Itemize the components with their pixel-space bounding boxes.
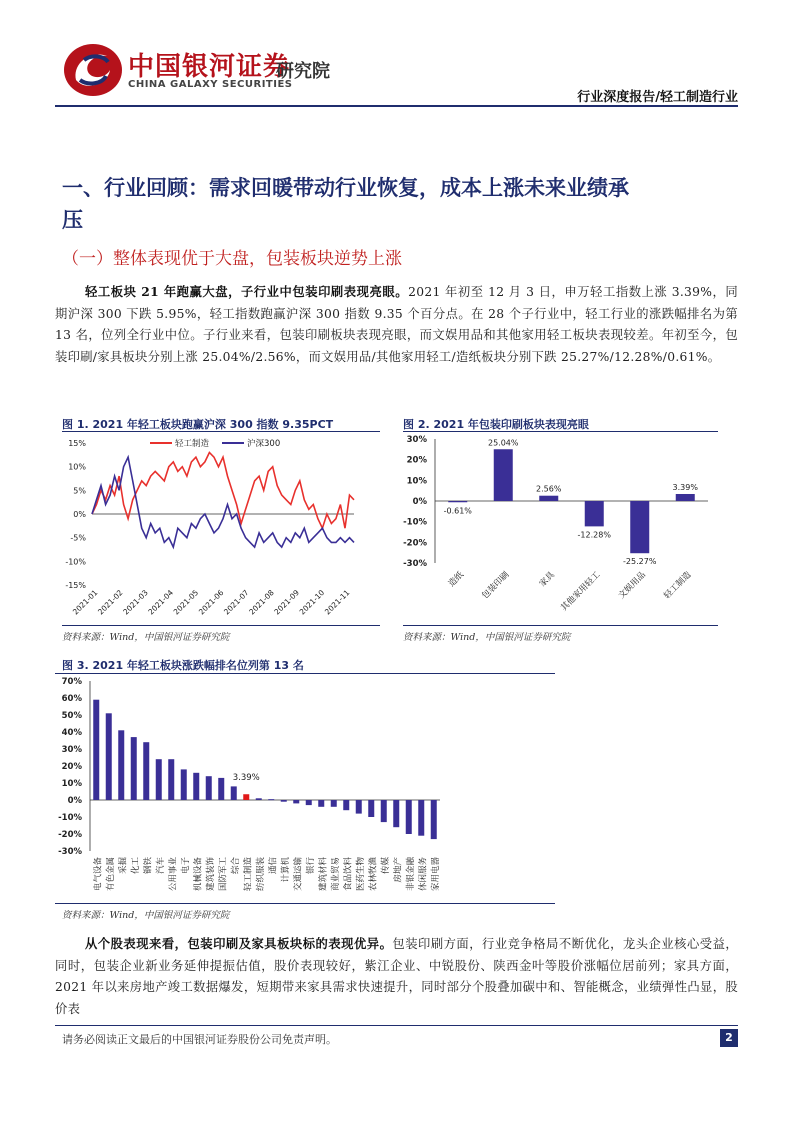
x-tick-label: 建筑装饰 — [205, 857, 216, 892]
bar — [131, 737, 137, 800]
x-tick-label: 2021-09 — [272, 588, 302, 617]
bar — [630, 501, 649, 553]
x-tick-label: 通信 — [268, 857, 279, 875]
x-tick-label: 食品饮料 — [343, 857, 354, 892]
x-tick-label: 轻工制造 — [662, 570, 694, 602]
bar — [494, 449, 513, 501]
data-label: 2.56% — [536, 484, 562, 494]
fig1-source: 资料来源：Wind，中国银河证券研究院 — [62, 632, 230, 643]
x-tick-label: 综合 — [230, 857, 241, 875]
x-tick-label: 采掘 — [118, 857, 129, 875]
data-label: 3.39% — [672, 482, 698, 492]
bar — [676, 494, 695, 501]
x-tick-label: 2021-02 — [96, 588, 125, 617]
y-tick-label: -10% — [403, 517, 427, 528]
bar — [343, 800, 349, 810]
x-tick-label: 2021-11 — [322, 588, 352, 617]
x-tick-label: 电气设备 — [93, 857, 104, 892]
y-tick-label: 20% — [406, 455, 427, 466]
bar — [431, 800, 437, 839]
x-tick-label: 公用事业 — [168, 857, 179, 892]
bar — [356, 800, 362, 814]
bar — [448, 501, 467, 502]
x-tick-label: 造纸 — [446, 570, 466, 590]
x-tick-label: 交通运输 — [293, 857, 304, 892]
x-tick-label: 2021-06 — [196, 588, 226, 617]
data-label: -25.27% — [623, 557, 657, 567]
fig3-rule — [55, 673, 555, 674]
bar — [118, 730, 124, 800]
fig1-chart — [62, 433, 380, 623]
y-tick-label: 10% — [68, 462, 86, 472]
y-tick-label: 30% — [61, 745, 82, 755]
galaxy-logo-icon — [62, 40, 124, 100]
x-tick-label: 电子 — [180, 857, 191, 875]
y-tick-label: -10% — [58, 813, 82, 823]
bar — [393, 800, 399, 827]
paragraph-2 — [55, 933, 738, 1020]
x-tick-label: 有色金属 — [105, 857, 116, 892]
bar — [318, 800, 324, 807]
header-divider — [55, 105, 738, 107]
x-tick-label: 国防军工 — [218, 857, 229, 892]
bar — [406, 800, 412, 834]
fig2-chart — [403, 433, 718, 623]
x-tick-label: 其他家用轻工 — [559, 570, 603, 614]
y-tick-label: 30% — [406, 435, 427, 445]
footer-divider — [55, 1025, 738, 1026]
bar — [106, 713, 112, 800]
x-tick-label: 钢铁 — [143, 857, 154, 875]
brand-name: 中国银河证券 — [128, 52, 291, 82]
x-tick-label: 2021-07 — [222, 588, 251, 617]
y-tick-label: 70% — [61, 677, 82, 687]
y-tick-label: -10% — [65, 557, 86, 567]
brand-subtitle: 研究院 — [276, 61, 330, 82]
legend-label: 轻工制造 — [175, 439, 210, 449]
bar — [368, 800, 374, 817]
y-tick-label: 0% — [67, 796, 82, 806]
fig2-bottom-rule — [403, 625, 718, 626]
page-number: 2 — [720, 1029, 738, 1047]
bar — [293, 800, 299, 803]
x-tick-label: 计算机 — [280, 857, 291, 883]
x-tick-label: 农林牧渔 — [368, 857, 379, 892]
bar — [243, 794, 249, 800]
bar — [539, 496, 558, 501]
bar — [206, 776, 212, 800]
bar — [585, 501, 604, 526]
fig1-rule — [62, 431, 380, 432]
bar — [231, 786, 237, 800]
y-tick-label: 60% — [61, 694, 82, 704]
bar — [306, 800, 312, 805]
fig1-bottom-rule — [62, 625, 380, 626]
y-tick-label: 0% — [73, 510, 86, 519]
y-tick-label: -20% — [403, 538, 427, 549]
paragraph-body: 包装印刷方面，行业竞争格局不断优化，龙头企业核心受益，同时，包装企业新业务延伸提振估值，股价表现较好，紫江企业、中锐股份、陕西金叶等股价涨幅位居前列；家具方面，2021 年以来房地产竣工数据爆发，短期带来家具需求快速提升，同时部分个股叠加碳中和、智能概念，业绩弹性凸显，股价表 — [55, 937, 738, 1016]
y-tick-label: 10% — [61, 779, 82, 789]
footer-disclaimer: 请务必阅读正文最后的中国银河证券股份公司免责声明。 — [62, 1033, 337, 1046]
fig2-rule — [403, 431, 718, 432]
x-tick-label: 家具 — [537, 570, 557, 590]
fig2-title: 图 2. 2021 年包装印刷板块表现亮眼 — [403, 418, 589, 431]
brand-english: CHINA GALAXY SECURITIES — [128, 79, 293, 90]
y-tick-label: 15% — [68, 439, 86, 448]
x-tick-label: 银行 — [305, 857, 316, 875]
y-tick-label: -15% — [65, 581, 86, 590]
bar — [156, 759, 162, 800]
x-tick-label: 文娱用品 — [616, 570, 648, 602]
paragraph-lead: 从个股表现来看，包装印刷及家具板块标的表现优异。 — [85, 936, 393, 951]
y-tick-label: 40% — [61, 728, 82, 738]
bar — [381, 800, 387, 822]
y-tick-label: 5% — [73, 486, 86, 496]
x-tick-label: 纺织服装 — [255, 857, 266, 892]
series-line-2 — [92, 457, 354, 547]
bar — [281, 800, 287, 802]
x-tick-label: 化工 — [130, 857, 141, 875]
bar — [218, 778, 224, 800]
bar — [331, 800, 337, 807]
y-tick-label: 20% — [61, 762, 82, 772]
bar — [418, 800, 424, 836]
y-tick-label: -20% — [58, 830, 82, 840]
y-tick-label: 50% — [61, 711, 82, 721]
x-tick-label: 汽车 — [155, 857, 166, 875]
bar — [268, 799, 274, 800]
fig3-bottom-rule — [55, 903, 555, 904]
paragraph-body: 2021 年初至 12 月 3 日，申万轻工指数上涨 3.39%，同期沪深 300 下跌 5.95%，轻工指数跑赢沪深 300 指数 9.35 个百分点。在 28 个子行业中，轻工行业的涨跌幅排名为第 13 名，位列全行业中位。子行业来看，包装印刷板块表现亮眼，而文娱用品和其他家用轻工板块表现较差。年初至今，包装印刷/家具板块分别上涨 25.04%/2.56%，而文娱用品/其他家用轻工/造纸板块分别下跌 25.27%/12.28%/0.61%。 — [55, 285, 739, 364]
data-label: 25.04% — [487, 438, 519, 448]
x-tick-label: 包装印刷 — [480, 570, 512, 602]
x-tick-label: 家用电器 — [430, 857, 441, 892]
y-tick-label: -30% — [403, 559, 427, 569]
x-tick-label: 机械设备 — [193, 857, 204, 892]
y-tick-label: 0% — [412, 497, 427, 507]
x-tick-label: 房地产 — [393, 857, 404, 883]
paragraph-lead: 轻工板块 21 年跑赢大盘，子行业中包装印刷表现亮眼。 — [85, 284, 409, 299]
x-tick-label: 建筑材料 — [318, 857, 329, 892]
data-label: -12.28% — [577, 530, 611, 540]
bar — [256, 798, 262, 800]
data-label: -0.61% — [443, 506, 472, 516]
paragraph-1 — [55, 281, 738, 368]
sub-title: （一）整体表现优于大盘，包装板块逆势上涨 — [62, 249, 402, 269]
x-tick-label: 传媒 — [380, 857, 391, 875]
legend-label: 沪深300 — [247, 439, 281, 449]
x-tick-label: 轻工制造 — [243, 857, 254, 892]
y-tick-label: -5% — [70, 533, 86, 543]
fig2-source: 资料来源：Wind，中国银河证券研究院 — [403, 632, 571, 643]
x-tick-label: 非银金融 — [405, 857, 416, 892]
x-tick-label: 2021-08 — [247, 588, 276, 617]
bar — [168, 759, 174, 800]
bar — [143, 742, 149, 800]
section-title: 一、行业回顾：需求回暖带动行业恢复，成本上涨未来业绩承压 — [62, 176, 629, 232]
x-tick-label: 商业贸易 — [330, 857, 341, 892]
fig3-title: 图 3. 2021 年轻工板块涨跌幅排名位列第 13 名 — [62, 659, 304, 672]
bar — [93, 700, 99, 800]
x-tick-label: 休闲服务 — [418, 857, 429, 892]
x-tick-label: 2021-03 — [121, 588, 150, 617]
x-tick-label: 2021-05 — [171, 588, 201, 617]
x-tick-label: 2021-01 — [70, 588, 100, 617]
x-tick-label: 医药生物 — [355, 857, 366, 892]
fig1-title: 图 1. 2021 年轻工板块跑赢沪深 300 指数 9.35PCT — [62, 418, 334, 431]
x-tick-label: 2021-04 — [146, 588, 176, 617]
fig3-chart — [55, 675, 555, 901]
report-tag: 行业深度报告/轻工制造行业 — [577, 90, 738, 105]
data-label: 3.39% — [232, 773, 260, 784]
bar — [181, 769, 187, 800]
y-tick-label: 10% — [406, 476, 427, 487]
y-tick-label: -30% — [58, 847, 82, 857]
x-tick-label: 2021-10 — [297, 588, 327, 617]
bar — [193, 773, 199, 800]
fig3-source: 资料来源：Wind，中国银河证券研究院 — [62, 910, 230, 921]
